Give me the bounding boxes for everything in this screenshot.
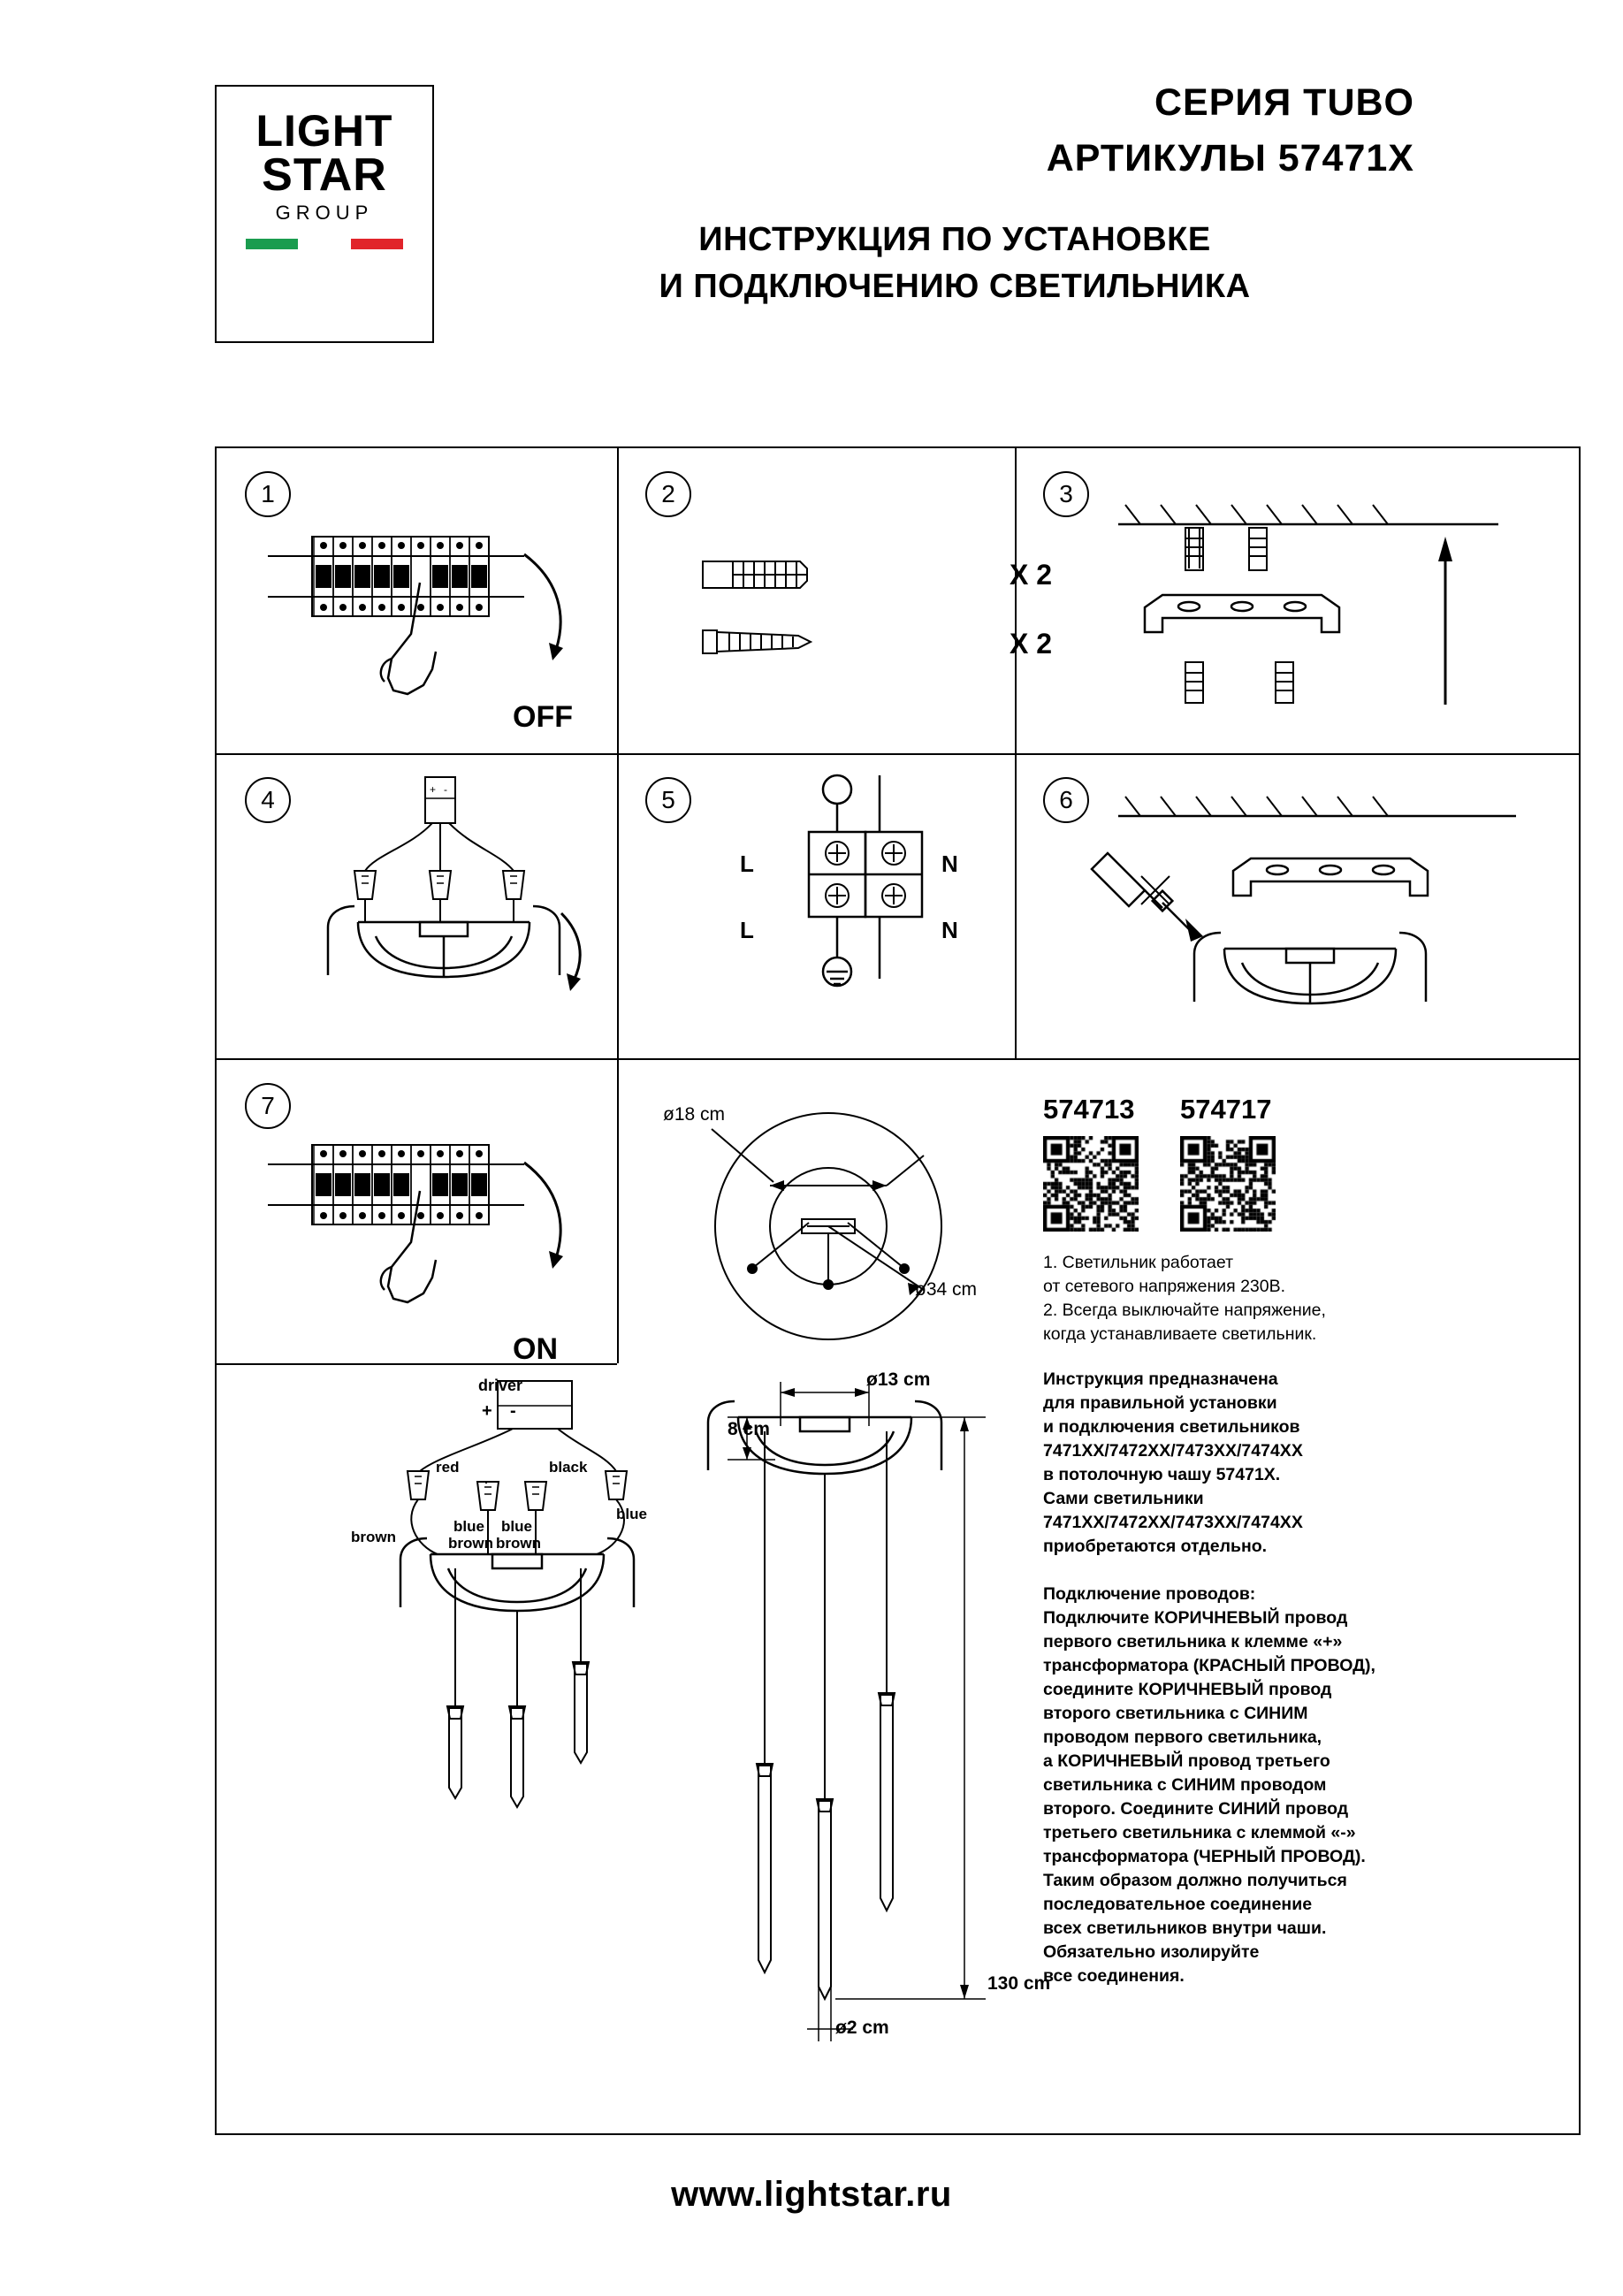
step-3-illustration [1056, 492, 1551, 740]
dimension-d13: ø13 cm [866, 1369, 931, 1390]
top-view-diagram [659, 1094, 1030, 1350]
connection-line: трансформатора (ЧЕРНЫЙ ПРОВОД). [1043, 1847, 1366, 1866]
wiring-label-driver: driver [478, 1377, 523, 1394]
note-1-line-2: от сетевого напряжения 230В. [1043, 1277, 1286, 1296]
purpose-line: Инструкция предназначена [1043, 1369, 1278, 1389]
connection-line: Таким образом должно получиться [1043, 1871, 1347, 1890]
step-6-illustration [1056, 784, 1560, 1049]
connection-line: второго светильника с СИНИМ [1043, 1704, 1308, 1723]
purpose-line: Сами светильники [1043, 1489, 1204, 1508]
wiring-label-minus: - [510, 1401, 516, 1421]
step-number-6: 6 [1043, 777, 1089, 823]
step-5-terminal-label-n-bottom: N [941, 917, 958, 943]
connection-line: первого светильника к клемме «+» [1043, 1632, 1343, 1651]
qr-code-574713[interactable] [1043, 1136, 1139, 1232]
wiring-label-pair1-blue: blue [453, 1518, 484, 1535]
connection-line: Подключите КОРИЧНЕВЫЙ провод [1043, 1608, 1348, 1628]
wiring-label-red: red [436, 1459, 460, 1476]
header-articles: АРТИКУЛЫ 57471X [1046, 137, 1414, 179]
dimension-d18: ø18 cm [663, 1104, 726, 1125]
wiring-label-black: black [549, 1459, 588, 1476]
product-code-right: 574717 [1180, 1094, 1272, 1125]
dimension-h130: 130 cm [987, 1973, 1051, 1994]
step-2-illustration [694, 545, 986, 696]
connection-line: последовательное соединение [1043, 1895, 1313, 1914]
wiring-diagram [331, 1372, 703, 1867]
connection-block [1043, 1583, 1414, 1988]
svg-text:+: + [430, 783, 437, 796]
header-block [495, 81, 1414, 306]
header-instruction-line1: ИНСТРУКЦИЯ ПО УСТАНОВКЕ [698, 221, 1211, 258]
dimension-h8: 8 cm [728, 1419, 770, 1439]
step-7-illustration [259, 1110, 613, 1348]
connection-line: проводом первого светильника, [1043, 1728, 1322, 1747]
step-7-label-on: ON [513, 1332, 558, 1366]
step-5-terminal-label-l-top: L [740, 851, 754, 877]
steps-frame [215, 446, 1581, 2135]
purpose-line: 7471XX/7472XX/7473XX/7474XX [1043, 1513, 1303, 1532]
note-1-line-1: 1. Светильник работает [1043, 1253, 1234, 1272]
notes-block [1043, 1251, 1414, 1346]
footer-url[interactable]: www.lightstar.ru [671, 2175, 952, 2214]
step-number-7: 7 [245, 1083, 291, 1129]
dimension-d2: ø2 cm [835, 2018, 889, 2038]
step-number-1: 1 [245, 471, 291, 517]
connection-title: Подключение проводов: [1043, 1584, 1256, 1604]
logo-text-star: STAR [262, 149, 387, 201]
svg-text:-: - [444, 783, 447, 796]
connection-line: а КОРИЧНЕВЫЙ провод третьего [1043, 1751, 1330, 1771]
step-number-3: 3 [1043, 471, 1089, 517]
dimension-d34: ø34 cm [915, 1279, 978, 1300]
purpose-line: для правильной установки [1043, 1393, 1277, 1413]
purpose-line: 7471XX/7472XX/7473XX/7474XX [1043, 1441, 1303, 1461]
grid-divider-horizontal-1 [217, 753, 1579, 755]
step-2-quantity-anchor: X 2 [1010, 559, 1053, 591]
step-2-quantity-screw: X 2 [1010, 628, 1053, 660]
connection-line: третьего светильника с клеммой «-» [1043, 1823, 1356, 1842]
brand-logo [215, 85, 434, 343]
connection-line: трансформатора (КРАСНЫЙ ПРОВОД), [1043, 1656, 1375, 1675]
connection-line: всех светильников внутри чаши. [1043, 1918, 1327, 1938]
step-number-2: 2 [645, 471, 691, 517]
wiring-label-pair1-brown: brown [448, 1535, 493, 1552]
purpose-line: и подключения светильников [1043, 1417, 1300, 1437]
step-5-terminal-label-l-bottom: L [740, 917, 754, 943]
purpose-line: в потолочную чашу 57471X. [1043, 1465, 1281, 1484]
connection-line: все соединения. [1043, 1966, 1185, 1986]
wiring-label-pair2-brown: brown [496, 1535, 541, 1552]
header-series: СЕРИЯ TUBO [1154, 81, 1414, 124]
step-number-5: 5 [645, 777, 691, 823]
connection-line: второго. Соедините СИНИЙ провод [1043, 1799, 1349, 1819]
connection-line: светильника с СИНИМ проводом [1043, 1775, 1327, 1795]
step-5-illustration [773, 767, 994, 1049]
step-5-terminal-label-n-top: N [941, 851, 958, 877]
wiring-label-pair2-blue: blue [501, 1518, 532, 1535]
step-1-label-off: OFF [513, 700, 573, 734]
grid-divider-vertical-1 [617, 448, 619, 1363]
wiring-label-brown-left: brown [351, 1529, 396, 1545]
qr-code-574717[interactable] [1180, 1136, 1276, 1232]
step-number-4: 4 [245, 777, 291, 823]
grid-divider-horizontal-2 [217, 1058, 1579, 1060]
note-2-line-1: 2. Всегда выключайте напряжение, [1043, 1301, 1326, 1320]
wiring-label-plus: + [482, 1401, 492, 1421]
note-2-line-2: когда устанавливаете светильник. [1043, 1324, 1317, 1344]
purpose-block [1043, 1368, 1414, 1559]
connection-line: соедините КОРИЧНЕВЫЙ провод [1043, 1680, 1332, 1699]
connection-line: Обязательно изолируйте [1043, 1942, 1260, 1962]
step-4-illustration [270, 767, 614, 1049]
purpose-line: приобретаются отдельно. [1043, 1537, 1268, 1556]
header-instruction-line2: И ПОДКЛЮЧЕНИЮ СВЕТИЛЬНИКА [659, 268, 1251, 305]
logo-text-group: GROUP [275, 201, 374, 224]
wiring-label-blue-right: blue [616, 1506, 647, 1522]
italian-flag-icon [246, 239, 403, 249]
logo-text-light: LIGHT [255, 106, 393, 156]
product-code-left: 574713 [1043, 1094, 1135, 1125]
